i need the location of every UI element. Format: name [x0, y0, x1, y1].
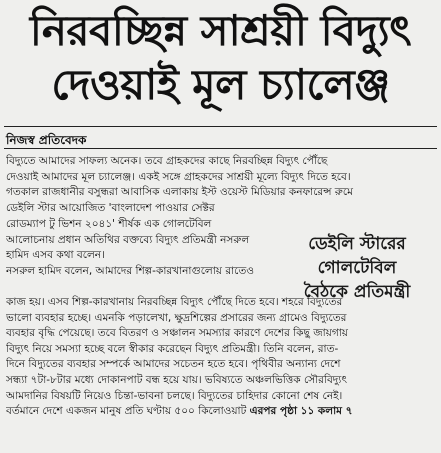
pullquote-line: ডেইলি স্টারের — [308, 234, 406, 254]
body-paragraph-top — [6, 154, 433, 216]
body-line: আলোচনায় প্রধান অতিথির বক্তব্যে বিদ্যুৎ প্রতিমন্ত্রী নসরুল — [6, 233, 250, 246]
body-line: রোডম্যাপ টু ভিশন ২০৪১' শীর্ষক এক গোলটেবিল — [6, 218, 212, 230]
last-line — [6, 404, 433, 420]
reporter-byline: নিজস্ব প্রতিবেদক — [6, 133, 87, 147]
body-paragraph-bottom — [6, 295, 433, 420]
body-paragraph-left — [6, 217, 274, 279]
body-line: দিনে বিদ্যুতের ব্যবহার সম্পর্কে আমাদের সচেতন হতে হবে। পৃথিবীর অন্যান্য দেশে — [6, 358, 341, 371]
rule-top — [4, 126, 437, 127]
body-line: সন্ধ্যা ৭টা-৮টার মধ্যে দোকানপাট বন্ধ হয়ে যায়। ভবিষ্যতে অঞ্চলভিত্তিক সৌরবিদ্যুৎ — [6, 373, 347, 386]
pullquote-line: গোলটেবিল — [317, 258, 397, 278]
last-line-text: বর্তমানে দেশে একজন মানুষ প্রতি ঘণ্টায় ৫০০ কিলোওয়াট — [6, 405, 250, 418]
headline-line-2: দেওয়াই মূল চ্যালেঞ্জ — [51, 60, 390, 109]
body-line: হামিদ এসব কথা বলেন। — [6, 249, 105, 262]
body-line: দেওয়াই আমাদের মূল চ্যালেঞ্জ। একই সঙ্গে গ্রাহকদের সাশ্রয়ী মূল্যে বিদ্যুৎ দিতে হবে। — [6, 170, 351, 183]
body-line: বিদ্যুৎ নিয়ে সমস্যা হচ্ছে বলে স্বীকার করেছেন বিদ্যুৎ প্রতিমন্ত্রী। তিনি বলেন, রাত- — [6, 342, 339, 355]
body-line: ভালো ব্যবহার হচ্ছে। এমনকি পড়ালেখা, ক্ষুদ্রশিল্পের প্রসারের জন্য গ্রামেও বিদ্যুতের — [6, 311, 347, 324]
body-line: গতকাল রাজধানীর বসুন্ধরা আবাসিক এলাকায় ইস্ট ওয়েস্ট মিডিয়ার কনফারেন্স রুমে — [6, 186, 353, 199]
body-line: আমদানির বিষয়টি নিয়েও চিন্তা-ভাবনা চলছে। বিদ্যুতের চাহিদার কোনো শেষ নেই। — [6, 389, 343, 402]
pullquote — [278, 232, 436, 304]
rule-bottom — [4, 148, 437, 149]
headline-line-1: নিরবচ্ছিন্ন সাশ্রয়ী বিদ্যুৎ — [29, 6, 412, 55]
body-line: ডেইলি স্টার আয়োজিত 'বাংলাদেশ পাওয়ার সেক্টর — [6, 201, 215, 214]
body-line: কাজ হয়। এসব শিল্প-কারখানায় নিরবচ্ছিন্ন বিদ্যুৎ পৌঁছে দিতে হবে। শহরে বিদ্যুতের — [6, 296, 343, 308]
body-line: ব্যবহার বৃদ্ধি পেয়েছে। তবে বিতরণ ও সঞ্চালন সমস্যার কারণে দেশের কিছু জায়গায় — [6, 327, 348, 340]
body-line: নসরুল হামিদ বলেন, আমাদের শিল্প-কারখানাগুলোয় রাতেও — [6, 264, 254, 277]
body-line: বিদ্যুতে আমাদের সাফল্য অনেক। তবে গ্রাহকদের কাছে নিরবচ্ছিন্ন বিদ্যুৎ পৌঁছে — [6, 155, 328, 167]
continuation-note: এরপর পৃষ্ঠা ১১ কলাম ৭ — [249, 405, 353, 418]
pullquote-line: বৈঠকে প্রতিমন্ত্রী — [303, 282, 411, 302]
